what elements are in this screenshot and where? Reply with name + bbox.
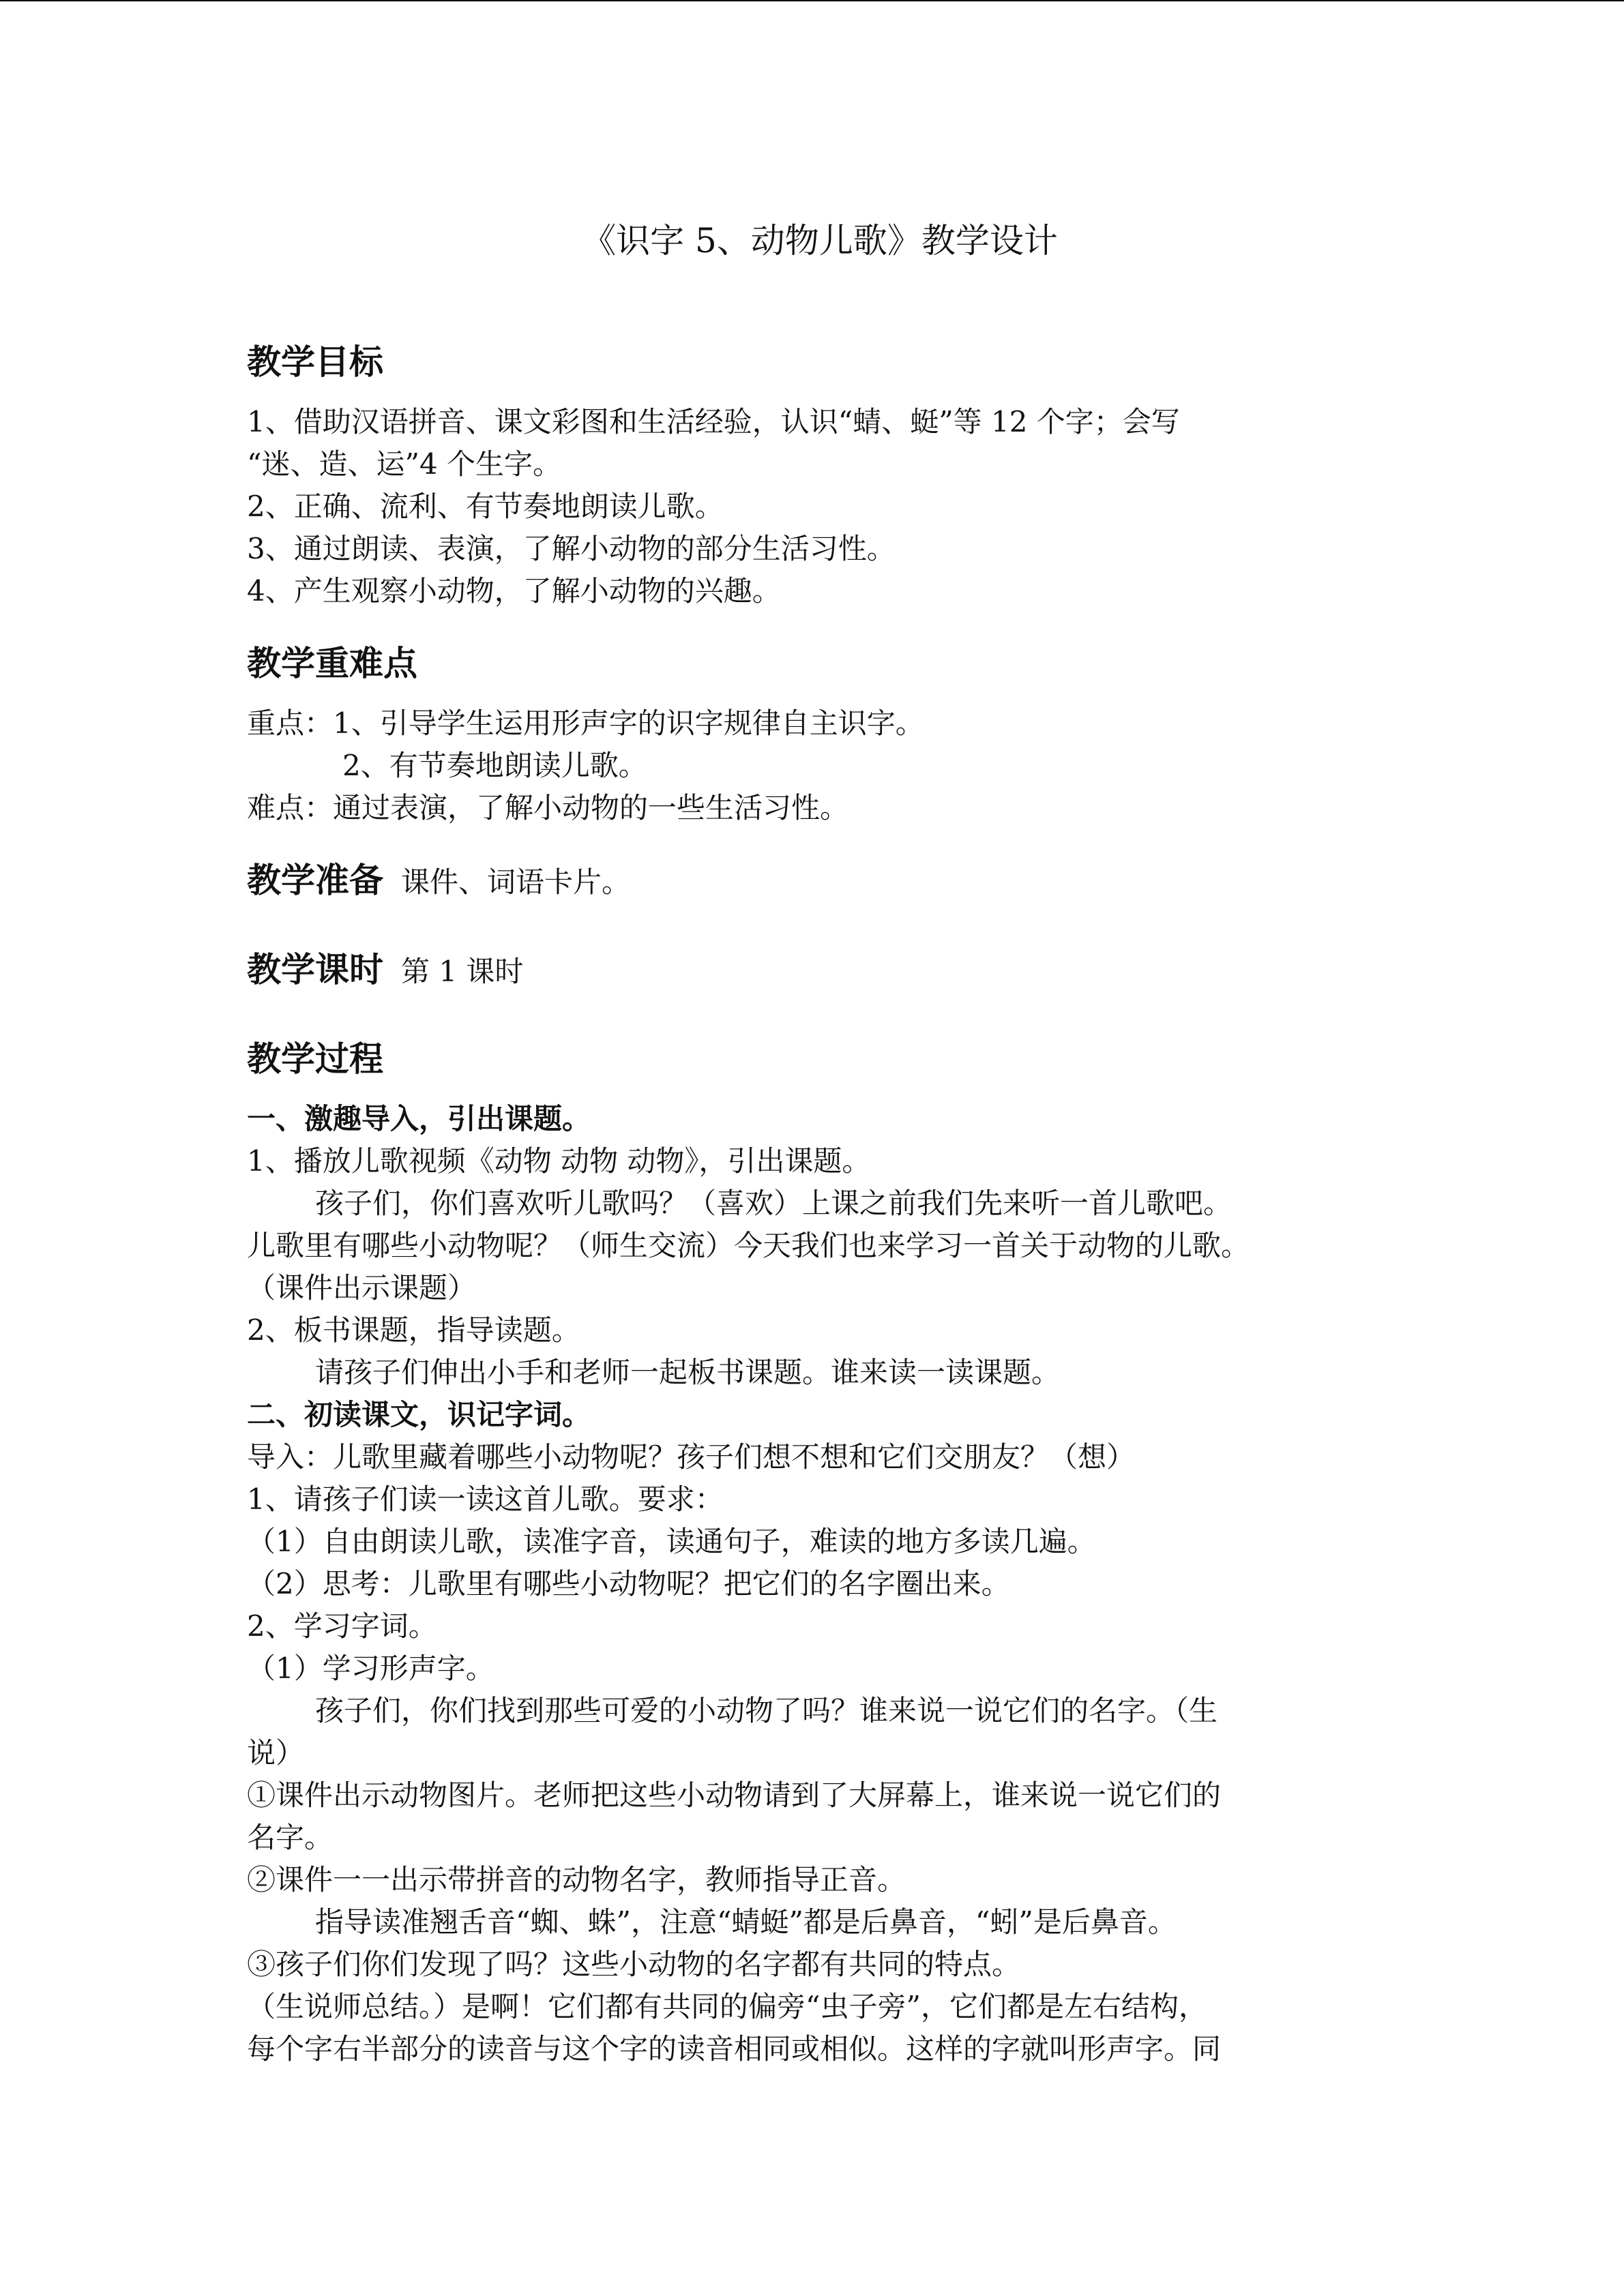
process-line: 请孩子们伸出小手和老师一起板书课题。谁来读一读课题。 — [315, 1356, 1061, 1389]
section-heading-preparation: 教学准备 — [247, 861, 383, 900]
process-line: （2）思考：儿歌里有哪些小动物呢？把它们的名字圈出来。 — [247, 1567, 1010, 1600]
process-part-title: 二、初读课文，识记字词。 — [247, 1398, 591, 1431]
process-line: 指导读准翘舌音“蜘、蛛”，注意“蜻蜓”都是后鼻音，“蚓”是后鼻音。 — [315, 1905, 1177, 1939]
process-line: 说） — [247, 1736, 305, 1770]
process-line: 儿歌里有哪些小动物呢？（师生交流）今天我们也来学习一首关于动物的儿歌。 — [247, 1229, 1250, 1262]
process-line: 2、板书课题，指导读题。 — [247, 1313, 580, 1347]
process-line: （1）学习形声字。 — [247, 1652, 494, 1685]
process-part-title: 一、激趣导入，引出课题。 — [247, 1102, 591, 1135]
process-line: 每个字右半部分的读音与这个字的读音相同或相似。这样的字就叫形声字。同 — [247, 2032, 1222, 2066]
section-heading-period: 教学课时 — [247, 950, 383, 989]
section-heading-goals: 教学目标 — [247, 342, 383, 382]
process-line: 1、播放儿歌视频《动物 动物 动物》，引出课题。 — [247, 1144, 871, 1178]
process-line: 孩子们，你们喜欢听儿歌吗？（喜欢）上课之前我们先来听一首儿歌吧。 — [315, 1187, 1232, 1220]
process-line: 2、学习字词。 — [247, 1609, 437, 1643]
period-text: 第 1 课时 — [401, 955, 524, 988]
section-heading-key-points: 教学重难点 — [247, 644, 417, 683]
key-point-line: 重点：1、引导学生运用形声字的识字规律自主识字。 — [247, 706, 924, 740]
process-line: （1）自由朗读儿歌，读准字音，读通句子，难读的地方多读几遍。 — [247, 1525, 1096, 1558]
difficulty-line: 难点：通过表演，了解小动物的一些生活习性。 — [247, 791, 849, 824]
process-line: ①课件出示动物图片。老师把这些小动物请到了大屏幕上，谁来说一说它们的 — [247, 1778, 1222, 1812]
process-line: 名字。 — [247, 1821, 334, 1854]
section-heading-process: 教学过程 — [247, 1039, 383, 1079]
process-line: ③孩子们你们发现了吗？这些小动物的名字都有共同的特点。 — [247, 1948, 1021, 1981]
document-content — [247, 218, 1393, 2070]
process-line: 导入：儿歌里藏着哪些小动物呢？孩子们想不想和它们交朋友？（想） — [247, 1440, 1136, 1474]
goal-line: 4、产生观察小动物，了解小动物的兴趣。 — [247, 574, 781, 608]
section-period — [247, 946, 1393, 996]
process-line: （课件出示课题） — [247, 1271, 477, 1304]
process-line: 孩子们，你们找到那些可爱的小动物了吗？谁来说一说它们的名字。（生 — [315, 1694, 1218, 1727]
process-line: ②课件一一出示带拼音的动物名字，教师指导正音。 — [247, 1863, 906, 1896]
process-line: 1、请孩子们读一读这首儿歌。要求： — [247, 1482, 724, 1516]
section-preparation — [247, 856, 1393, 906]
preparation-text: 课件、词语卡片。 — [401, 865, 631, 899]
goal-line: “迷、造、运”4 个生字。 — [247, 447, 562, 481]
goal-line: 1、借助汉语拼音、课文彩图和生活经验，认识“蜻、蜓”等 12 个字；会写 — [247, 405, 1180, 438]
document-title: 《识字 5、动物儿歌》教学设计 — [582, 221, 1058, 260]
goal-line: 3、通过朗读、表演，了解小动物的部分生活习性。 — [247, 532, 896, 565]
key-point-line: 2、有节奏地朗读儿歌。 — [342, 749, 647, 782]
process-line: （生说师总结。）是啊！它们都有共同的偏旁“虫子旁”，它们都是左右结构， — [247, 1990, 1207, 2023]
goal-line: 2、正确、流利、有节奏地朗读儿歌。 — [247, 490, 724, 523]
